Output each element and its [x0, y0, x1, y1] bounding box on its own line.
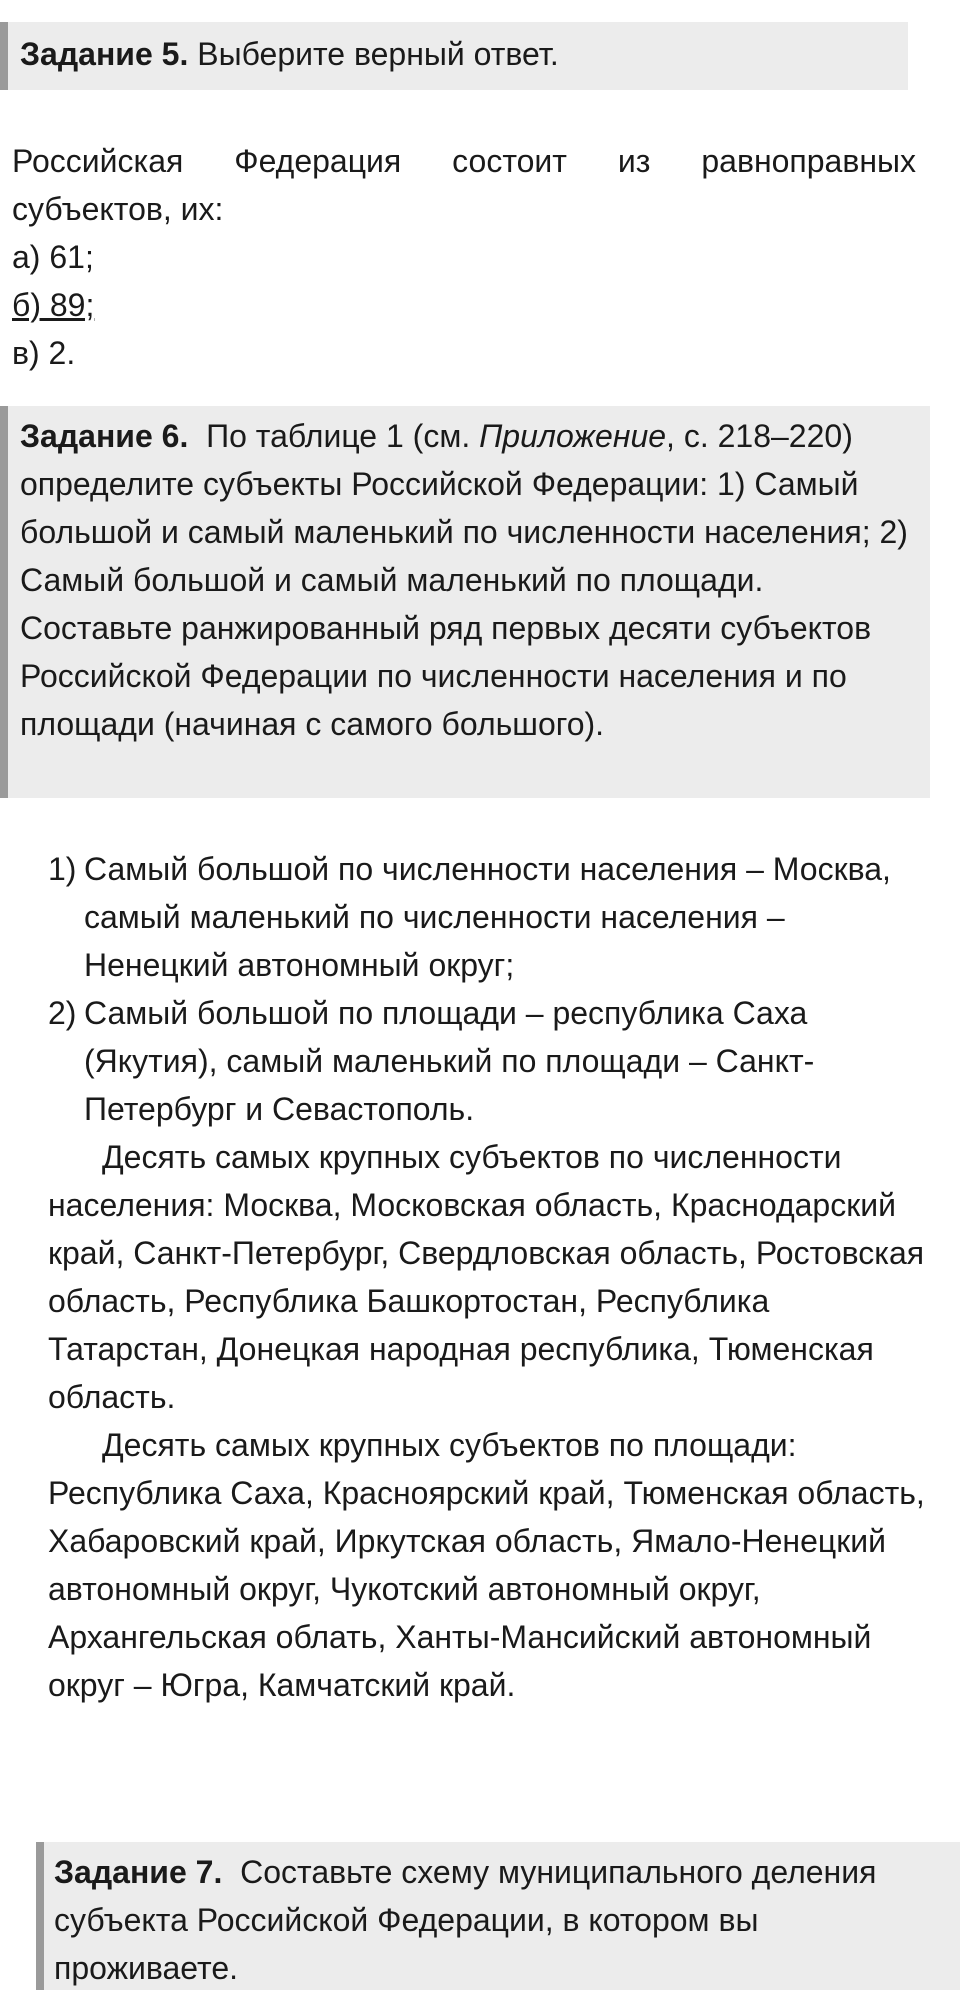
task-6-appendix: Приложение [479, 418, 667, 454]
task-6-text-after: , с. 218–220) определите субъекты Российской Федерации: 1) Самый большой и самый маленький по численности населения; 2) Самый большой и самый маленький по площади. Составьте ранжированный ряд первых десяти субъектов Российской Федерации по численности населения и по площади (начиная с самого большого). [20, 418, 908, 742]
task-5-body [12, 137, 916, 377]
task-5-header [0, 22, 908, 90]
task-6-answer [48, 845, 928, 1709]
answer-item-number: 2) [48, 995, 77, 1031]
task-6-box [0, 406, 930, 798]
answer-item-number: 1) [48, 851, 77, 887]
population-ranking-paragraph: Десять самых крупных субъектов по численности населения: Москва, Московская область, Краснодарский край, Санкт-Петербург, Свердловская область, Ростовская область, Республика Башкортостан, Республика Татарстан, Донецкая народная республика, Тюменская область. [48, 1139, 925, 1415]
task-5-option-b-correct [12, 281, 916, 329]
task-5-prompt: Выберите верный ответ. [197, 36, 559, 72]
task-7-title: Задание 7. [54, 1854, 223, 1890]
task-7-text: Составьте схему муниципального деления субъекта Российской Федерации, в котором вы проживаете. [54, 1854, 877, 1986]
task-5-option-c: в) 2. [12, 335, 76, 371]
answer-item-1 [48, 845, 928, 989]
answer-item-2 [48, 989, 928, 1133]
answer-item-text: Самый большой по численности населения – Москва, самый маленький по численности населения – Ненецкий автономный округ; [84, 851, 891, 983]
answer-item-text: Самый большой по площади – республика Саха (Якутия), самый маленький по площади – Санкт-Петербург и Севастополь. [84, 995, 815, 1127]
task-6-title: Задание 6. [20, 418, 189, 454]
area-ranking-paragraph: Десять самых крупных субъектов по площади: Республика Саха, Красноярский край, Тюменская область, Хабаровский край, Иркутская область, Ямало-Ненецкий автономный округ, Чукотский автономный округ, Архангельская облать, Ханты-Мансийский автономный округ – Югра, Камчатский край. [48, 1427, 925, 1703]
task-5-question: Российская Федерация состоит из равноправных субъектов, их: [12, 143, 916, 227]
task-5-title: Задание 5. [20, 36, 189, 72]
task-5-option-a: а) 61; [12, 239, 94, 275]
task-5-option-b-label: б) 89; [12, 287, 95, 323]
task-7-box [36, 1842, 960, 1990]
task-6-text-before: По таблице 1 (см. [206, 418, 480, 454]
